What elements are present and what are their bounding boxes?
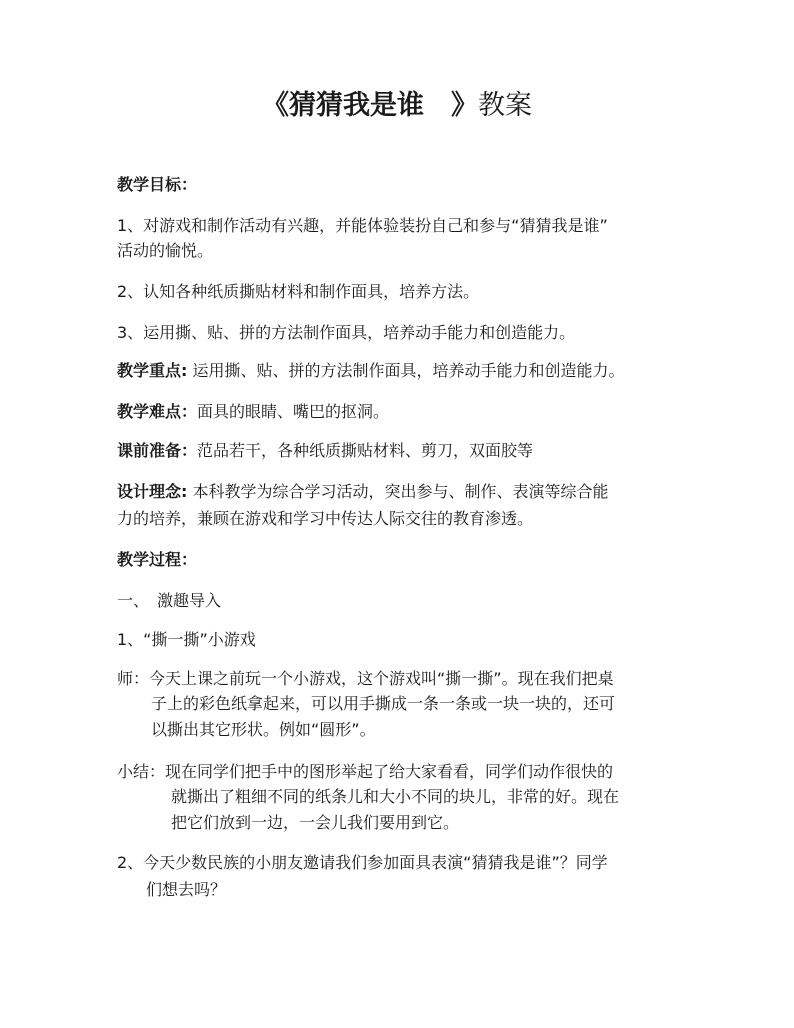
design-line-1: [117, 482, 609, 502]
key-point: [117, 361, 625, 381]
item-2-line-1: 2、今天少数民族的小朋友邀请我们参加面具表演“猜猜我是谁”？同学: [117, 853, 608, 872]
summary-line-1: 小结：现在同学们把手中的图形举起了给大家看看，同学们动作很快的: [117, 762, 614, 781]
item-2-line-2: 们想去吗？: [146, 880, 227, 899]
preparation-label: 课前准备：: [117, 441, 198, 460]
title-bold: 《猜猜我是谁 》: [262, 90, 478, 121]
key-point-label: 教学重点:: [117, 361, 188, 380]
key-point-text: 运用撕、贴、拼的方法制作面具，培养动手能力和创造能力。: [187, 361, 625, 380]
goals-heading: 教学目标：: [117, 175, 198, 194]
difficulty-label: 教学难点：: [117, 402, 198, 421]
section-1: 一、 激趣导入: [117, 591, 222, 610]
goal-1-line-2: 活动的愉悦。: [117, 241, 214, 260]
design-line-2: 力的培养，兼顾在游戏和学习中传达人际交往的教育渗透。: [117, 509, 534, 528]
teacher-line-1: 师：今天上课之前玩一个小游戏，这个游戏叫“撕一撕”。现在我们把桌: [117, 669, 614, 688]
teacher-line-2: 子上的彩色纸拿起来，可以用手撕成一条一条或一块一块的，还可: [151, 694, 616, 713]
document-title: [0, 88, 794, 124]
preparation-text: 范品若干，各种纸质撕贴材料、剪刀，双面胶等: [197, 441, 534, 460]
goal-2: 2、认知各种纸质撕贴材料和制作面具，培养方法。: [117, 282, 480, 301]
teacher-line-3: 以撕出其它形状。例如“圆形”。: [151, 720, 376, 739]
summary-line-2: 就撕出了粗细不同的纸条儿和大小不同的块儿，非常的好。现在: [171, 787, 620, 806]
goal-1-line-1: 1、对游戏和制作活动有兴趣，并能体验装扮自己和参与“猜猜我是谁”: [117, 216, 608, 235]
difficulty: [117, 402, 389, 422]
design-label: 设计理念:: [117, 482, 188, 501]
item-1: 1、“撕一撕”小游戏: [117, 630, 256, 649]
title-rest: 教案: [478, 90, 532, 121]
goal-3: 3、运用撕、贴、拼的方法制作面具，培养动手能力和创造能力。: [117, 323, 576, 342]
process-heading: 教学过程：: [117, 550, 198, 569]
preparation: [117, 441, 533, 461]
design-text-1: 本科教学为综合学习活动，突出参与、制作、表演等综合能: [187, 482, 609, 501]
difficulty-text: 面具的眼睛、嘴巴的抠洞。: [197, 402, 390, 421]
summary-line-3: 把它们放到一边，一会儿我们要用到它。: [171, 813, 460, 832]
